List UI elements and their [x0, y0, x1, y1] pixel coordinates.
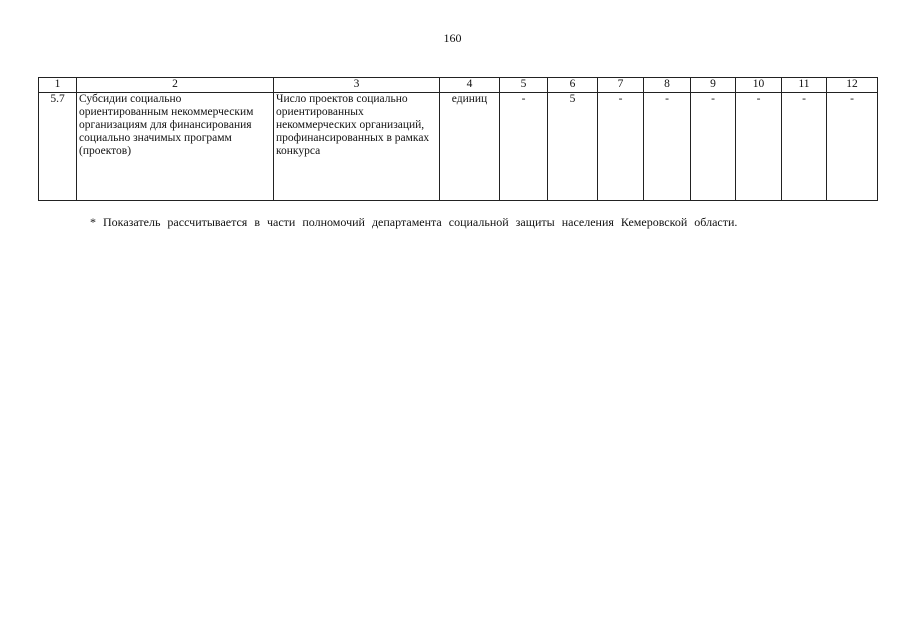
value-cell: - [782, 93, 827, 201]
row-number: 5.7 [39, 93, 77, 201]
value-cell: - [827, 93, 878, 201]
column-header: 6 [548, 78, 598, 93]
column-header: 4 [440, 78, 500, 93]
column-header: 3 [274, 78, 440, 93]
unit-cell: единиц [440, 93, 500, 201]
value-cell: - [644, 93, 691, 201]
column-header: 10 [736, 78, 782, 93]
column-header: 8 [644, 78, 691, 93]
value-cell: - [500, 93, 548, 201]
indicators-table [38, 77, 878, 201]
table-row [39, 93, 878, 201]
column-header: 12 [827, 78, 878, 93]
indicator-cell: Число проектов социально ориентированных некоммерческих организаций, профинансированных в рамках конкурса [274, 93, 440, 201]
column-header: 7 [598, 78, 644, 93]
page-number: 160 [443, 31, 462, 45]
value-cell: 5 [548, 93, 598, 201]
column-header: 2 [77, 78, 274, 93]
measure-cell: Субсидии социально ориентированным некоммерческим организациям для финансирования социально значимых программ (проектов) [77, 93, 274, 201]
column-header: 9 [691, 78, 736, 93]
column-header: 11 [782, 78, 827, 93]
column-header: 5 [500, 78, 548, 93]
value-cell: - [598, 93, 644, 201]
value-cell: - [736, 93, 782, 201]
table-header-row [39, 78, 878, 93]
value-cell: - [691, 93, 736, 201]
footnote: * Показатель рассчитывается в части полномочий департамента социальной защиты населения Кемеровской области. [90, 215, 738, 229]
column-header: 1 [39, 78, 77, 93]
